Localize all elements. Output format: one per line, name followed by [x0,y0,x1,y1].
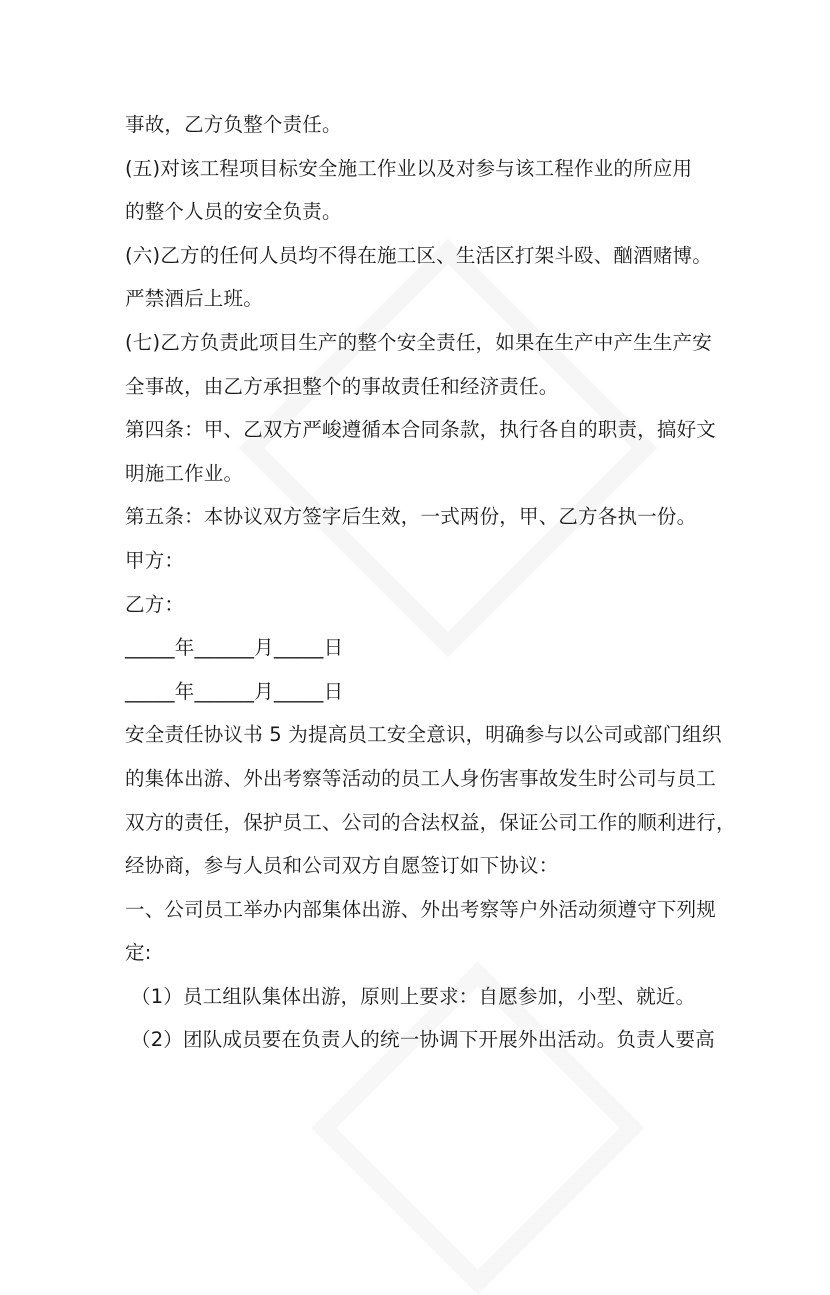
text-line: (七)乙方负责此项目生产的整个安全责任，如果在生产中产生生产安 [125,330,712,354]
text-line: 安全责任协议书 5 为提高员工安全意识，明确参与以公司或部门组织 [125,723,722,747]
text-line: 双方的责任，保护员工、公司的合法权益，保证公司工作的顺利进行， [125,810,736,834]
text-line: 严禁酒后上班。 [125,287,263,311]
date-line: _____年______月_____日 [125,679,344,703]
text-line: 的整个人员的安全负责。 [125,200,342,224]
text-line: (五)对该工程项目标安全施工作业以及对参与该工程作业的所应用 [125,156,693,180]
text-line: 的集体出游、外出考察等活动的员工人身伤害事故发生时公司与员工 [125,766,717,790]
list-item: （2）团队成员要在负责人的统一协调下开展外出活动。负责人要高 [131,1028,715,1052]
text-line: 定: [125,941,152,965]
document-body [125,103,736,1062]
signature-party-a: 甲方： [125,548,185,572]
text-line: 一、公司员工举办内部集体出游、外出考察等户外活动须遵守下列规 [125,897,717,921]
signature-party-b: 乙方： [125,592,185,616]
text-line: 经协商，参与人员和公司双方自愿签订如下协议： [125,854,559,878]
text-line: (六)乙方的任何人员均不得在施工区、生活区打架斗殴、酗酒赌博。 [125,243,712,267]
text-line: 事故，乙方负整个责任。 [125,113,342,136]
text-line: 全事故，由乙方承担整个的事故责任和经济责任。 [125,374,559,398]
text-line: 明施工作业。 [125,461,244,485]
text-line: 第四条：甲、乙双方严峻遵循本合同条款，执行各自的职责，搞好文 [125,418,717,442]
list-item: （1）员工组队集体出游，原则上要求：自愿参加，小型、就近。 [131,984,696,1008]
text-line: 第五条：本协议双方签字后生效，一式两份，甲、乙方各执一份。 [125,505,697,529]
date-line: _____年______月_____日 [125,636,344,660]
